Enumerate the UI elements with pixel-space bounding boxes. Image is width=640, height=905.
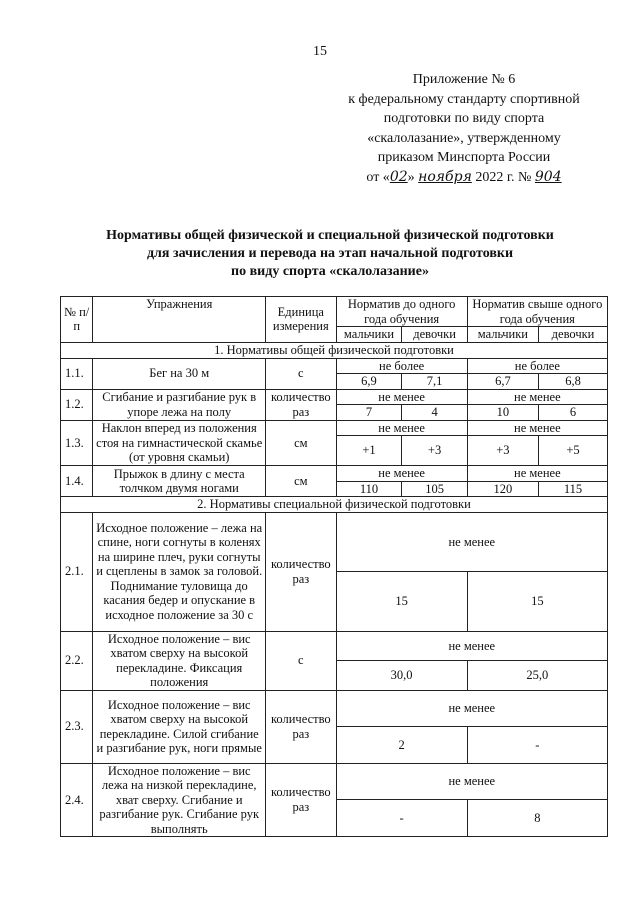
handwritten-day: 02	[389, 168, 408, 185]
value-cell: +3	[402, 436, 467, 466]
row-condition: не менее	[336, 420, 467, 436]
table-row	[61, 631, 608, 661]
value-cell: 6,9	[336, 374, 402, 390]
value-cell: 30,0	[336, 661, 467, 691]
section-row	[61, 497, 608, 513]
row-exercise: Исходное положение – лежа на спине, ноги согнуты в коленях на ширине плеч, руки согнуты и сцеплены в замок за головой. Поднимание туловища до касания бедер и опускание в исходное положение за 30 с	[93, 512, 266, 631]
document-title	[60, 227, 600, 281]
header-girls: девочки	[539, 327, 608, 343]
value-cell: 25,0	[467, 661, 607, 691]
value-cell: 10	[467, 405, 538, 421]
value-cell: -	[467, 727, 607, 764]
section-title: 2. Нормативы специальной физической подготовки	[61, 497, 608, 513]
appendix-date-line	[324, 168, 604, 188]
row-num: 1.2.	[61, 389, 93, 420]
appendix-line: к федеральному стандарту спортивной	[348, 91, 580, 107]
row-condition: не менее	[467, 420, 607, 436]
row-unit: количество раз	[266, 690, 336, 763]
table-header-row	[61, 297, 608, 327]
page-number: 15	[313, 44, 327, 59]
row-unit: количество раз	[266, 512, 336, 631]
row-condition: не менее	[336, 763, 607, 800]
value-cell: 105	[402, 481, 467, 497]
title-line: Нормативы общей физической и специальной физической подготовки	[106, 228, 554, 243]
row-exercise: Исходное положение – вис хватом сверху на высокой перекладине. Фиксация положения	[93, 631, 266, 690]
appendix-line: подготовки по виду спорта	[383, 111, 545, 126]
handwritten-month: ноября	[418, 168, 472, 185]
value-cell: 110	[336, 481, 402, 497]
row-num: 1.1.	[61, 358, 93, 389]
norms-table	[60, 296, 608, 837]
value-cell: 6,8	[539, 374, 608, 390]
value-cell: +3	[467, 436, 538, 466]
row-num: 2.3.	[61, 690, 93, 763]
header-unit: Единица измерения	[266, 297, 336, 343]
date-mid: »	[407, 169, 415, 185]
row-condition: не менее	[336, 512, 607, 572]
header-num: № п/п	[61, 297, 93, 343]
value-cell: 6,7	[467, 374, 538, 390]
title-line: для зачисления и перевода на этап начальной подготовки	[146, 246, 514, 261]
appendix-line: «скалолазание», утвержденному	[367, 130, 561, 146]
row-exercise: Бег на 30 м	[93, 358, 266, 389]
row-unit: количество раз	[266, 763, 336, 837]
section-row	[61, 342, 608, 358]
value-cell: 7	[336, 405, 402, 421]
handwritten-order-number: 904	[534, 168, 562, 185]
table-row	[61, 358, 608, 374]
row-exercise: Сгибание и разгибание рук в упоре лежа на полу	[93, 389, 266, 420]
section-title: 1. Нормативы общей физической подготовки	[61, 342, 608, 358]
row-num: 1.4.	[61, 466, 93, 497]
row-condition: не менее	[336, 631, 607, 661]
row-exercise: Исходное положение – вис лежа на низкой перекладине, хват сверху. Сгибание и разгибание рук. Сгибание рук выполнять	[93, 763, 266, 837]
table-row	[61, 763, 608, 800]
row-exercise: Прыжок в длину с места толчком двумя ногами	[93, 466, 266, 497]
row-condition: не менее	[336, 389, 467, 405]
row-unit: количество раз	[266, 389, 336, 420]
header-boys: мальчики	[336, 327, 402, 343]
row-num: 1.3.	[61, 420, 93, 466]
row-num: 2.2.	[61, 631, 93, 690]
value-cell: 4	[402, 405, 467, 421]
appendix-block	[324, 70, 604, 187]
row-exercise: Исходное положение – вис хватом сверху на высокой перекладине. Силой сгибание и разгибание рук, ноги прямые	[93, 690, 266, 763]
value-cell: 8	[467, 800, 607, 837]
row-condition: не менее	[467, 466, 607, 482]
value-cell: 7,1	[402, 374, 467, 390]
value-cell: 15	[467, 572, 607, 632]
row-unit: см	[266, 420, 336, 466]
row-exercise: Наклон вперед из положения стоя на гимнастической скамье (от уровня скамьи)	[93, 420, 266, 466]
appendix-line: приказом Минспорта России	[377, 150, 551, 165]
header-exercise: Упражнения	[93, 297, 266, 343]
row-num: 2.4.	[61, 763, 93, 837]
value-cell: +1	[336, 436, 402, 466]
row-unit: с	[266, 631, 336, 690]
row-unit: с	[266, 358, 336, 389]
row-condition: не менее	[467, 389, 607, 405]
value-cell: 2	[336, 727, 467, 764]
header-girls: девочки	[402, 327, 467, 343]
table-row	[61, 389, 608, 405]
table-row	[61, 690, 608, 727]
value-cell: 6	[539, 405, 608, 421]
row-condition: не менее	[336, 466, 467, 482]
header-group1: Норматив до одного года обучения	[336, 297, 467, 327]
table-row	[61, 466, 608, 482]
appendix-line: Приложение № 6	[412, 72, 516, 87]
date-prefix: от «	[366, 169, 390, 185]
value-cell: -	[336, 800, 467, 837]
row-condition: не более	[467, 358, 607, 374]
row-unit: см	[266, 466, 336, 497]
table-row	[61, 512, 608, 572]
value-cell: 120	[467, 481, 538, 497]
title-line: по виду спорта «скалолазание»	[231, 264, 429, 279]
value-cell: 115	[539, 481, 608, 497]
date-year: 2022 г. №	[471, 169, 535, 185]
row-condition: не менее	[336, 690, 607, 727]
row-condition: не более	[336, 358, 467, 374]
header-group2: Норматив свыше одного года обучения	[467, 297, 607, 327]
value-cell: 15	[336, 572, 467, 632]
row-num: 2.1.	[61, 512, 93, 631]
header-boys: мальчики	[467, 327, 538, 343]
value-cell: +5	[539, 436, 608, 466]
table-row	[61, 420, 608, 436]
